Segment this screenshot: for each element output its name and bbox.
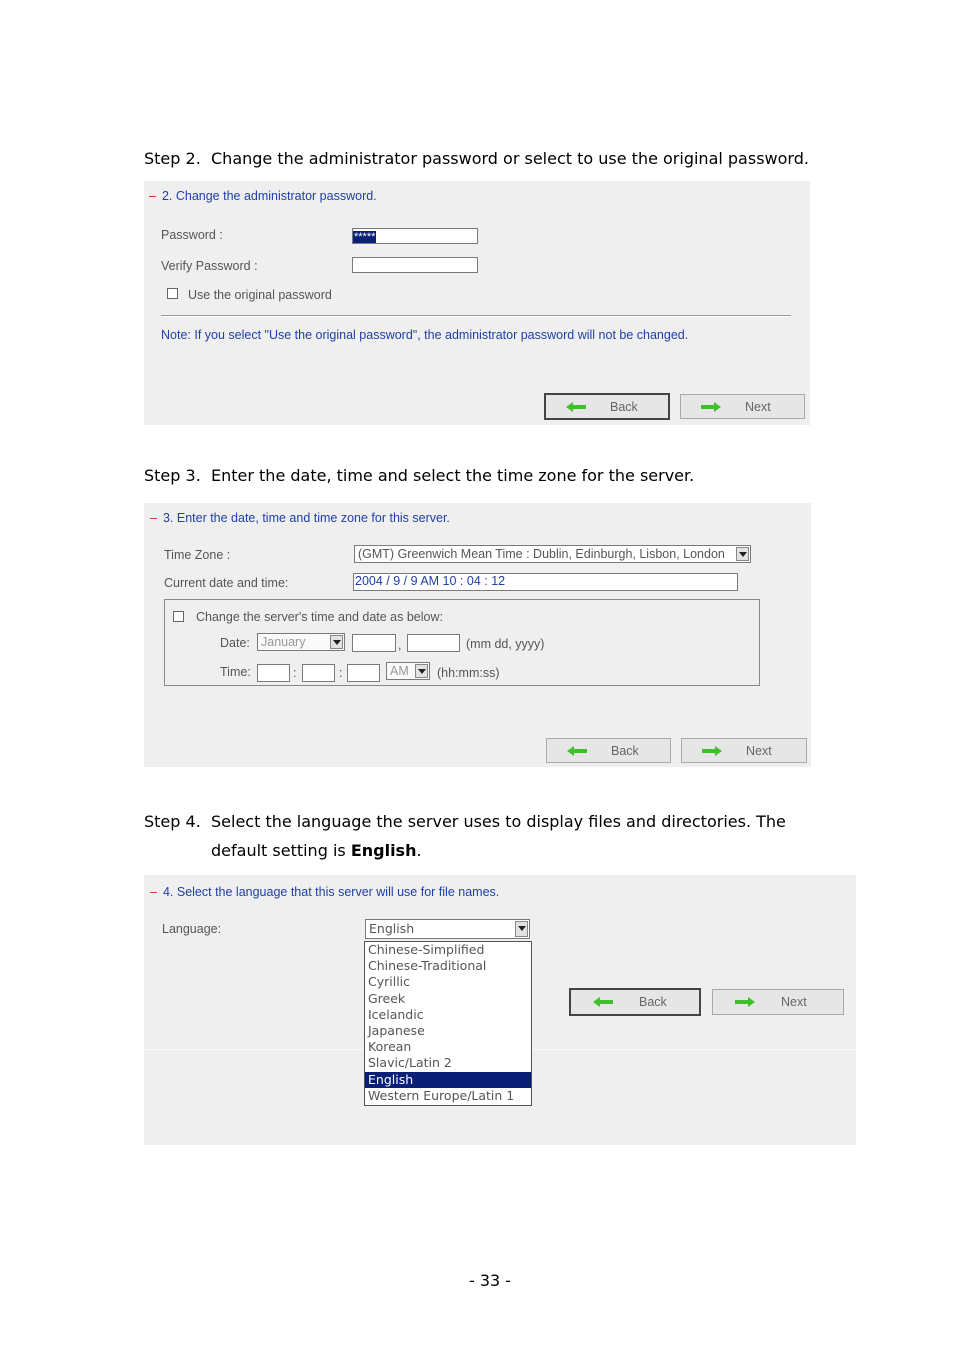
date-format-hint: (mm dd, yyyy) (466, 637, 545, 651)
language-label: Language: (162, 922, 222, 936)
step4-panel (144, 875, 856, 1145)
step3-number: Step 3. (144, 466, 201, 485)
change-time-label: Change the server's time and date as below: (196, 610, 443, 624)
password-label: Password : (161, 228, 223, 242)
date-separator: , (398, 638, 402, 652)
language-option[interactable]: Cyrillic (368, 974, 411, 990)
arrow-left-icon (567, 746, 587, 756)
hour-input[interactable] (257, 664, 290, 682)
language-option[interactable]: English (365, 1072, 531, 1088)
month-select[interactable]: January (257, 633, 345, 651)
verify-password-input[interactable] (352, 257, 478, 273)
back-button[interactable]: Back (569, 988, 701, 1016)
password-input[interactable] (352, 228, 478, 244)
day-input[interactable] (352, 634, 396, 652)
second-input[interactable] (347, 664, 380, 682)
arrow-right-icon (701, 402, 721, 412)
password-value: ***** (354, 231, 376, 243)
page-number: - 33 - (468, 1271, 512, 1290)
date-label: Date: (220, 636, 250, 650)
minute-input[interactable] (302, 664, 335, 682)
change-time-group (164, 599, 760, 686)
current-date-time-field: 2004 / 9 / 9 AM 10 : 04 : 12 (353, 573, 738, 591)
next-button[interactable]: Next (681, 738, 807, 763)
change-time-checkbox[interactable] (173, 611, 184, 622)
time-zone-select[interactable]: (GMT) Greenwich Mean Time : Dublin, Edinburgh, Lisbon, London (354, 545, 751, 563)
arrow-right-icon (702, 746, 722, 756)
collapse-dash-icon[interactable]: – (150, 511, 157, 525)
time-zone-label: Time Zone : (164, 548, 231, 562)
language-option[interactable]: Chinese-Simplified (368, 942, 485, 957)
chevron-down-icon[interactable] (736, 547, 749, 561)
arrow-left-icon (566, 402, 586, 412)
step4-number: Step 4. (144, 812, 201, 831)
back-button[interactable]: Back (546, 738, 671, 763)
arrow-right-icon (735, 997, 755, 1007)
time-separator: : (339, 666, 343, 680)
step2-description: Change the administrator password or select to use the original password. (211, 149, 809, 168)
language-dropdown-list[interactable] (364, 941, 532, 1106)
step4-description: Select the language the server uses to display files and directories. The (211, 812, 786, 831)
step2-section-title: – 2. Change the administrator password. (149, 189, 377, 203)
chevron-down-icon[interactable] (415, 664, 428, 678)
step3-section-title: – 3. Enter the date, time and time zone for this server. (150, 511, 450, 525)
step3-description: Enter the date, time and select the time zone for the server. (211, 466, 695, 485)
back-button[interactable]: Back (544, 393, 670, 420)
time-format-hint: (hh:mm:ss) (437, 666, 500, 680)
time-label: Time: (220, 665, 251, 679)
language-select[interactable]: English (365, 919, 530, 939)
chevron-down-icon[interactable] (515, 921, 528, 937)
step3-text (144, 465, 694, 487)
step4-text (144, 811, 786, 833)
time-separator: : (293, 666, 297, 680)
step2-number: Step 2. (144, 149, 201, 168)
step2-note: Note: If you select "Use the original password", the administrator password will not be changed. (161, 328, 689, 342)
year-input[interactable] (407, 634, 460, 652)
step3-panel (144, 503, 811, 767)
next-button[interactable]: Next (712, 989, 844, 1015)
language-option[interactable]: Icelandic (368, 1006, 424, 1022)
language-option[interactable]: Greek (368, 990, 406, 1006)
language-option[interactable]: Slavic/Latin 2 (368, 1055, 452, 1071)
collapse-dash-icon[interactable]: – (150, 885, 157, 899)
step2-panel (144, 181, 810, 425)
language-option[interactable]: Korean (368, 1039, 412, 1055)
collapse-dash-icon[interactable]: – (149, 189, 156, 203)
current-date-time-label: Current date and time: (164, 576, 289, 590)
step4-section-title: – 4. Select the language that this server will use for file names. (150, 885, 500, 899)
ampm-select[interactable]: AM (386, 662, 430, 680)
use-original-password-checkbox[interactable] (167, 288, 178, 299)
language-option[interactable]: Western Europe/Latin 1 (368, 1087, 515, 1103)
divider (161, 315, 791, 317)
step4-text-line2: default setting is English. (211, 841, 422, 860)
language-option[interactable]: Chinese-Traditional (368, 958, 487, 974)
language-option[interactable]: Japanese (368, 1022, 425, 1038)
next-button[interactable]: Next (680, 394, 805, 419)
chevron-down-icon[interactable] (330, 635, 343, 649)
arrow-left-icon (593, 997, 613, 1007)
default-language: English (350, 841, 417, 860)
use-original-password-label: Use the original password (188, 288, 332, 302)
step2-text (144, 148, 809, 170)
verify-password-label: Verify Password : (161, 259, 258, 273)
